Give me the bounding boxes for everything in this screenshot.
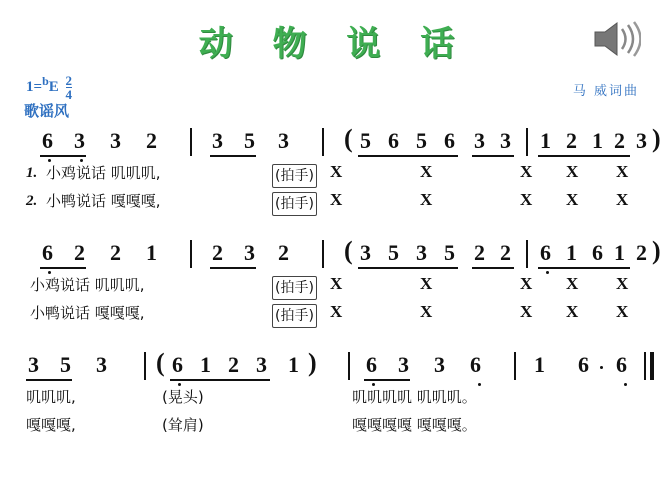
beat-x: X	[520, 190, 533, 209]
beat-x: X	[330, 302, 343, 321]
note: 6	[616, 352, 627, 377]
beat-x: X	[616, 302, 629, 321]
note: 2	[228, 352, 239, 377]
beat-x: X	[330, 162, 343, 181]
beat-x: X	[566, 190, 579, 209]
lyric-row-3a	[0, 386, 667, 414]
beam	[472, 267, 514, 269]
note: 6	[470, 352, 481, 377]
beam	[472, 155, 514, 157]
note: 1	[540, 128, 551, 153]
system-3	[0, 348, 667, 442]
beam	[364, 379, 410, 381]
note: 2	[474, 240, 485, 265]
beat-x: X	[566, 162, 579, 181]
note: 1	[288, 352, 299, 377]
note: 3	[360, 240, 371, 265]
beat-x: X	[566, 274, 579, 293]
close-paren: )	[308, 348, 317, 377]
note: 2	[110, 240, 121, 265]
barline	[144, 352, 146, 380]
beat-x: X	[420, 274, 433, 293]
beam	[40, 155, 86, 157]
beat-x: X	[420, 190, 433, 209]
lyric-cue: (拍手)	[272, 164, 317, 188]
note: 3	[278, 128, 289, 153]
note: 3	[212, 128, 223, 153]
key-letter: E	[48, 79, 59, 95]
note: 2	[212, 240, 223, 265]
note: 1	[592, 128, 603, 153]
lyric-text: 小鸭说话 嘎嘎嘎,	[46, 192, 161, 210]
beam	[170, 379, 270, 381]
style-label: 歌谣风	[24, 102, 70, 120]
note: 6	[388, 128, 399, 153]
note: 2	[614, 128, 625, 153]
beat-x: X	[330, 190, 343, 209]
beam	[26, 379, 72, 381]
open-paren: (	[344, 236, 353, 265]
note: 3	[110, 128, 121, 153]
beam	[40, 267, 86, 269]
page-title: 动 物 说 话	[198, 24, 469, 64]
lyric-text: 嘎嘎嘎,	[26, 416, 76, 434]
notes-row-2	[0, 236, 667, 274]
notes-row-3	[0, 348, 667, 386]
note: 3	[256, 352, 267, 377]
lyric-row-3b	[0, 414, 667, 442]
note: 6	[366, 352, 377, 377]
key-signature	[26, 74, 72, 101]
credit-line: 马 威词曲	[572, 84, 639, 99]
lyric-tail: 叽叽叽叽 叽叽叽。	[352, 388, 477, 406]
note: 2	[636, 240, 647, 265]
note: 3	[74, 128, 85, 153]
barline	[322, 128, 324, 156]
note: 1	[614, 240, 625, 265]
beat-x: X	[566, 302, 579, 321]
close-paren: )	[652, 124, 661, 153]
note: 2	[500, 240, 511, 265]
note: 2	[278, 240, 289, 265]
key-flat: b	[42, 74, 49, 88]
lyric-row-1b	[0, 190, 667, 218]
note: 3	[474, 128, 485, 153]
close-paren: )	[652, 236, 661, 265]
beat-x: X	[330, 274, 343, 293]
note: 5	[60, 352, 71, 377]
note: 2	[74, 240, 85, 265]
lyric-cue: (晃头)	[162, 388, 204, 406]
note: 6	[42, 240, 53, 265]
note: 3	[96, 352, 107, 377]
meter-denominator: 4	[65, 87, 73, 103]
note: 6	[578, 352, 589, 377]
note: 6	[540, 240, 551, 265]
beat-x: X	[616, 162, 629, 181]
beam	[210, 155, 256, 157]
barline	[190, 240, 192, 268]
beat-x: X	[520, 162, 533, 181]
time-signature	[66, 74, 73, 101]
system-2	[0, 236, 667, 330]
beat-x: X	[616, 274, 629, 293]
lyric-cue: (拍手)	[272, 304, 317, 328]
lyric-text: 小鸡说话 叽叽叽,	[30, 276, 145, 294]
note: 6	[444, 128, 455, 153]
verse-number: 1.	[26, 165, 38, 181]
beat-x: X	[520, 302, 533, 321]
system-1	[0, 124, 667, 218]
note: 5	[416, 128, 427, 153]
open-paren: (	[156, 348, 165, 377]
beat-x: X	[420, 162, 433, 181]
barline	[526, 128, 528, 156]
meter-numerator: 2	[65, 73, 73, 89]
note: 5	[388, 240, 399, 265]
beat-x: X	[520, 274, 533, 293]
final-barline	[650, 352, 654, 380]
note: 3	[244, 240, 255, 265]
note: 2	[146, 128, 157, 153]
lyric-cue: (拍手)	[272, 192, 317, 216]
barline	[526, 240, 528, 268]
note: 1	[200, 352, 211, 377]
note: 5	[360, 128, 371, 153]
beam	[538, 267, 630, 269]
note: 3	[416, 240, 427, 265]
beat-x: X	[420, 302, 433, 321]
note: 3	[636, 128, 647, 153]
beam	[210, 267, 256, 269]
note: 1	[146, 240, 157, 265]
speaker-icon[interactable]	[589, 18, 641, 60]
beam	[358, 267, 458, 269]
note: 1	[566, 240, 577, 265]
note: 2	[566, 128, 577, 153]
note: 1	[534, 352, 545, 377]
lyric-tail: 嘎嘎嘎嘎 嘎嘎嘎。	[352, 416, 477, 434]
note: 5	[244, 128, 255, 153]
open-paren: (	[344, 124, 353, 153]
notes-row-1	[0, 124, 667, 162]
barline	[348, 352, 350, 380]
note: 6	[172, 352, 183, 377]
augmentation-dot	[600, 366, 603, 369]
note: 3	[28, 352, 39, 377]
note: 6	[42, 128, 53, 153]
key-prefix: 1=	[26, 79, 43, 95]
note: 6	[592, 240, 603, 265]
beam	[358, 155, 458, 157]
barline	[190, 128, 192, 156]
lyric-row-2a	[0, 274, 667, 302]
note: 3	[434, 352, 445, 377]
verse-number: 2.	[26, 193, 38, 209]
barline	[322, 240, 324, 268]
barline	[644, 352, 646, 380]
lyric-row-2b	[0, 302, 667, 330]
beam	[538, 155, 630, 157]
lyric-cue: (拍手)	[272, 276, 317, 300]
beat-x: X	[616, 190, 629, 209]
lyric-text: 小鸭说话 嘎嘎嘎,	[30, 304, 145, 322]
note: 5	[444, 240, 455, 265]
lyric-cue: (耸肩)	[162, 416, 204, 434]
note: 3	[398, 352, 409, 377]
lyric-text: 小鸡说话 叽叽叽,	[46, 164, 161, 182]
note: 3	[500, 128, 511, 153]
lyric-row-1a	[0, 162, 667, 190]
lyric-text: 叽叽叽,	[26, 388, 76, 406]
barline	[514, 352, 516, 380]
